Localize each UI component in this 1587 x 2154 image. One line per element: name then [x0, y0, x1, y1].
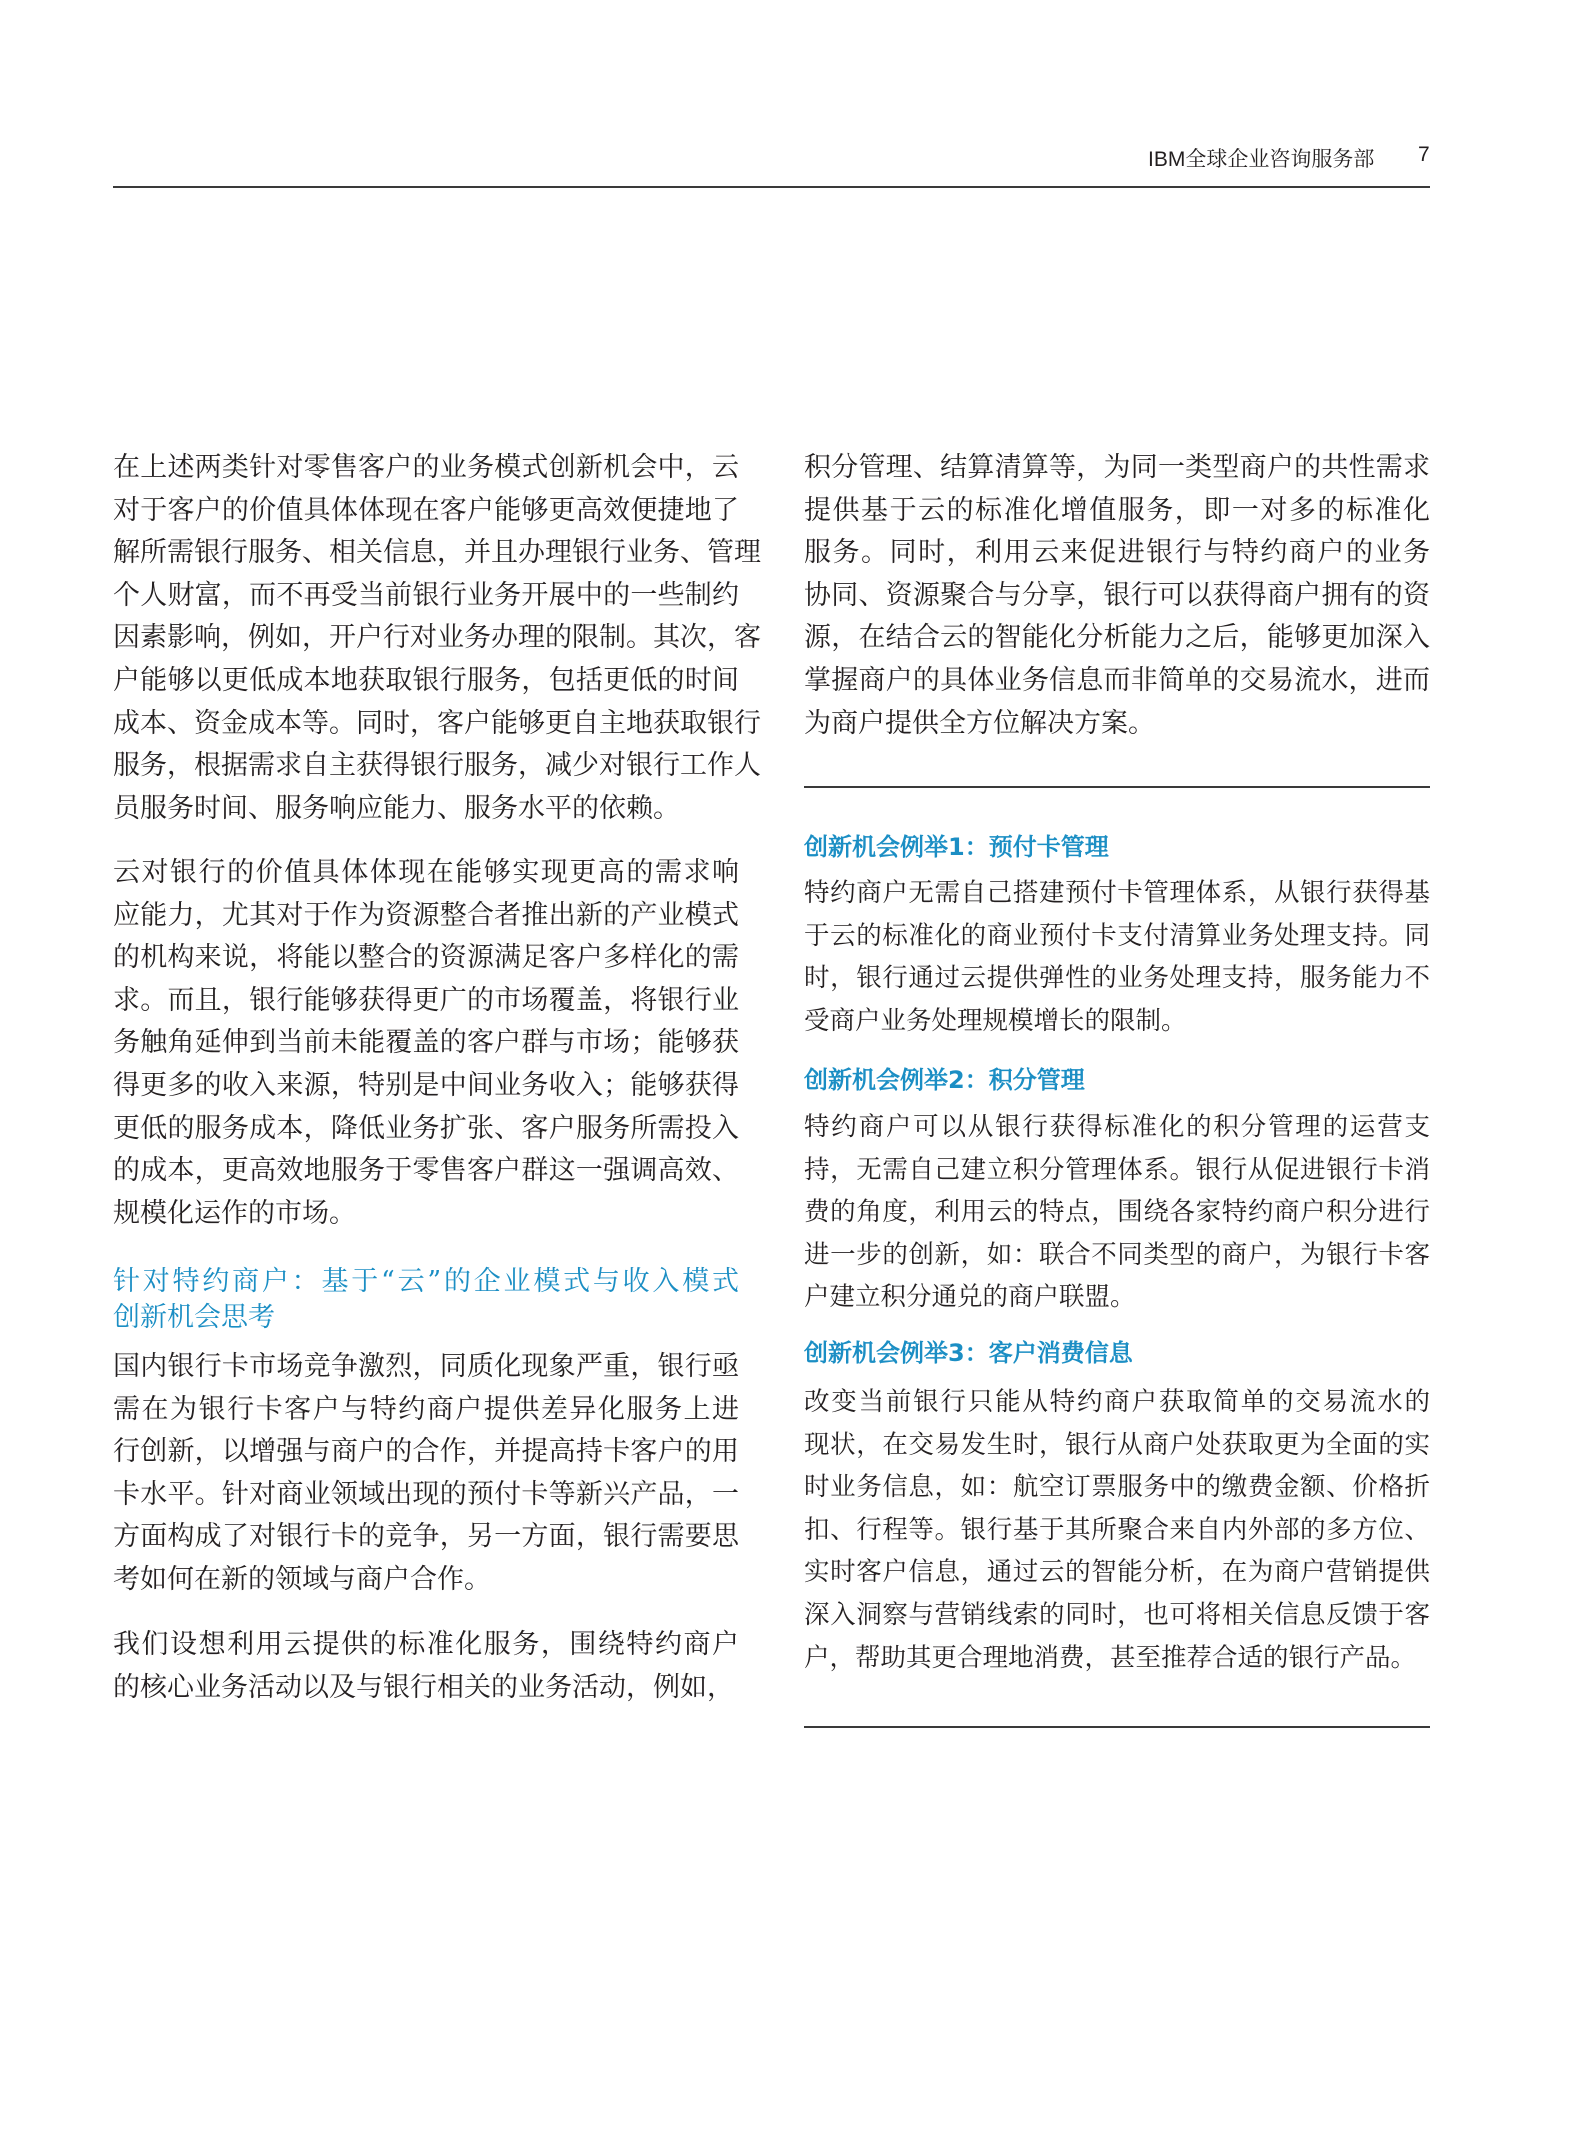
left-paragraph-2 — [113, 852, 739, 1235]
example-2-body — [804, 1106, 1430, 1319]
text-line: 员服务时间、服务响应能力、服务水平的依赖。 — [113, 792, 680, 824]
text-line: 源，在结合云的智能化分析能力之后，能够更加深入 — [804, 622, 1430, 654]
text-line: 的成本，更高效地服务于零售客户群这一强调高效、 — [113, 1155, 739, 1187]
text-line: 持，无需自己建立积分管理体系。银行从促进银行卡消 — [804, 1154, 1430, 1185]
text-line: 的核心业务活动以及与银行相关的业务活动，例如， — [113, 1671, 734, 1703]
text-line: 需在为银行卡客户与特约商户提供差异化服务上进 — [113, 1393, 739, 1425]
section-heading-line: 创新机会思考 — [113, 1302, 275, 1333]
text-line: 受商户业务处理规模增长的限制。 — [804, 1005, 1187, 1036]
text-line: 卡水平。针对商业领域出现的预付卡等新兴产品，一 — [113, 1478, 739, 1510]
text-line: 深入洞察与营销线索的同时，也可将相关信息反馈于客 — [804, 1599, 1430, 1630]
text-line: 对于客户的价值具体体现在客户能够更高效便捷地了 — [113, 494, 739, 526]
left-paragraph-1 — [113, 447, 761, 830]
text-line: 国内银行卡市场竞争激烈，同质化现象严重，银行亟 — [113, 1351, 739, 1382]
example-3-title: 创新机会例举3：客户消费信息 — [804, 1339, 1133, 1367]
text-line: 积分管理、结算清算等，为同一类型商户的共性需求 — [804, 452, 1430, 483]
text-line: 户，帮助其更合理地消费，甚至推荐合适的银行产品。 — [804, 1642, 1417, 1673]
text-line: 时业务信息，如：航空订票服务中的缴费金额、价格折 — [804, 1472, 1430, 1503]
text-line: 成本、资金成本等。同时，客户能够更自主地获取银行 — [113, 707, 761, 739]
text-line: 现状，在交易发生时，银行从商户处获取更为全面的实 — [804, 1429, 1430, 1460]
left-paragraph-4 — [113, 1624, 739, 1709]
text-line: 更低的服务成本，降低业务扩张、客户服务所需投入 — [113, 1112, 739, 1144]
text-line: 掌握商户的具体业务信息而非简单的交易流水，进而 — [804, 664, 1430, 696]
example-1-body — [804, 872, 1430, 1042]
text-line: 在上述两类针对零售客户的业务模式创新机会中，云 — [113, 452, 739, 483]
text-line: 扣、行程等。银行基于其所聚合来自内外部的多方位、 — [804, 1514, 1430, 1545]
left-paragraph-3 — [113, 1346, 739, 1602]
text-line: 提供基于云的标准化增值服务，即一对多的标准化 — [804, 494, 1430, 526]
text-line: 行创新，以增强与商户的合作，并提高持卡客户的用 — [113, 1436, 739, 1468]
text-line: 协同、资源聚合与分享，银行可以获得商户拥有的资 — [804, 579, 1430, 611]
header-rule — [113, 186, 1430, 188]
text-line: 我们设想利用云提供的标准化服务，围绕特约商户 — [113, 1629, 739, 1660]
text-line: 实时客户信息，通过云的智能分析，在为商户营销提供 — [804, 1557, 1430, 1588]
text-line: 进一步的创新，如：联合不同类型的商户，为银行卡客 — [804, 1239, 1430, 1270]
text-line: 因素影响，例如，开户行对业务办理的限制。其次，客 — [113, 622, 761, 654]
text-line: 个人财富，而不再受当前银行业务开展中的一些制约 — [113, 579, 739, 611]
bottom-rule — [804, 1726, 1430, 1728]
text-line: 应能力，尤其对于作为资源整合者推出新的产业模式 — [113, 899, 739, 931]
text-line: 费的角度，利用云的特点，围绕各家特约商户积分进行 — [804, 1197, 1430, 1228]
text-line: 规模化运作的市场。 — [113, 1197, 356, 1229]
text-line: 务触角延伸到当前未能覆盖的客户群与市场；能够获 — [113, 1027, 739, 1059]
divider-rule — [804, 786, 1430, 788]
section-heading-line: 针对特约商户：基于“云”的企业模式与收入模式 — [113, 1266, 739, 1297]
text-line: 为商户提供全方位解决方案。 — [804, 707, 1155, 739]
text-line: 服务。同时，利用云来促进银行与特约商户的业务 — [804, 537, 1430, 569]
text-line: 服务，根据需求自主获得银行服务，减少对银行工作人 — [113, 750, 761, 782]
page-number: 7 — [1418, 143, 1430, 166]
text-line: 得更多的收入来源，特别是中间业务收入；能够获得 — [113, 1069, 739, 1101]
text-line: 解所需银行服务、相关信息，并且办理银行业务、管理 — [113, 537, 761, 569]
text-line: 特约商户可以从银行获得标准化的积分管理的运营支 — [804, 1112, 1430, 1142]
text-line: 云对银行的价值具体体现在能够实现更高的需求响 — [113, 857, 739, 888]
header-org: IBM全球企业咨询服务部 — [1148, 148, 1375, 171]
text-line: 求。而且，银行能够获得更广的市场覆盖，将银行业 — [113, 984, 739, 1016]
text-line: 时，银行通过云提供弹性的业务处理支持，服务能力不 — [804, 963, 1430, 994]
text-line: 考如何在新的领域与商户合作。 — [113, 1563, 491, 1595]
example-3-body — [804, 1381, 1430, 1679]
example-1-title: 创新机会例举1：预付卡管理 — [804, 833, 1109, 861]
text-line: 的机构来说，将能以整合的资源满足客户多样化的需 — [113, 942, 739, 974]
text-line: 特约商户无需自己搭建预付卡管理体系，从银行获得基 — [804, 878, 1430, 908]
text-line: 户建立积分通兑的商户联盟。 — [804, 1282, 1136, 1313]
section-heading — [113, 1264, 739, 1336]
text-line: 户能够以更低成本地获取银行服务，包括更低的时间 — [113, 664, 739, 696]
right-paragraph-1 — [804, 447, 1430, 745]
text-line: 方面构成了对银行卡的竞争，另一方面，银行需要思 — [113, 1521, 739, 1553]
text-line: 于云的标准化的商业预付卡支付清算业务处理支持。同 — [804, 920, 1430, 951]
text-line: 改变当前银行只能从特约商户获取简单的交易流水的 — [804, 1387, 1430, 1417]
example-2-title: 创新机会例举2：积分管理 — [804, 1066, 1085, 1094]
